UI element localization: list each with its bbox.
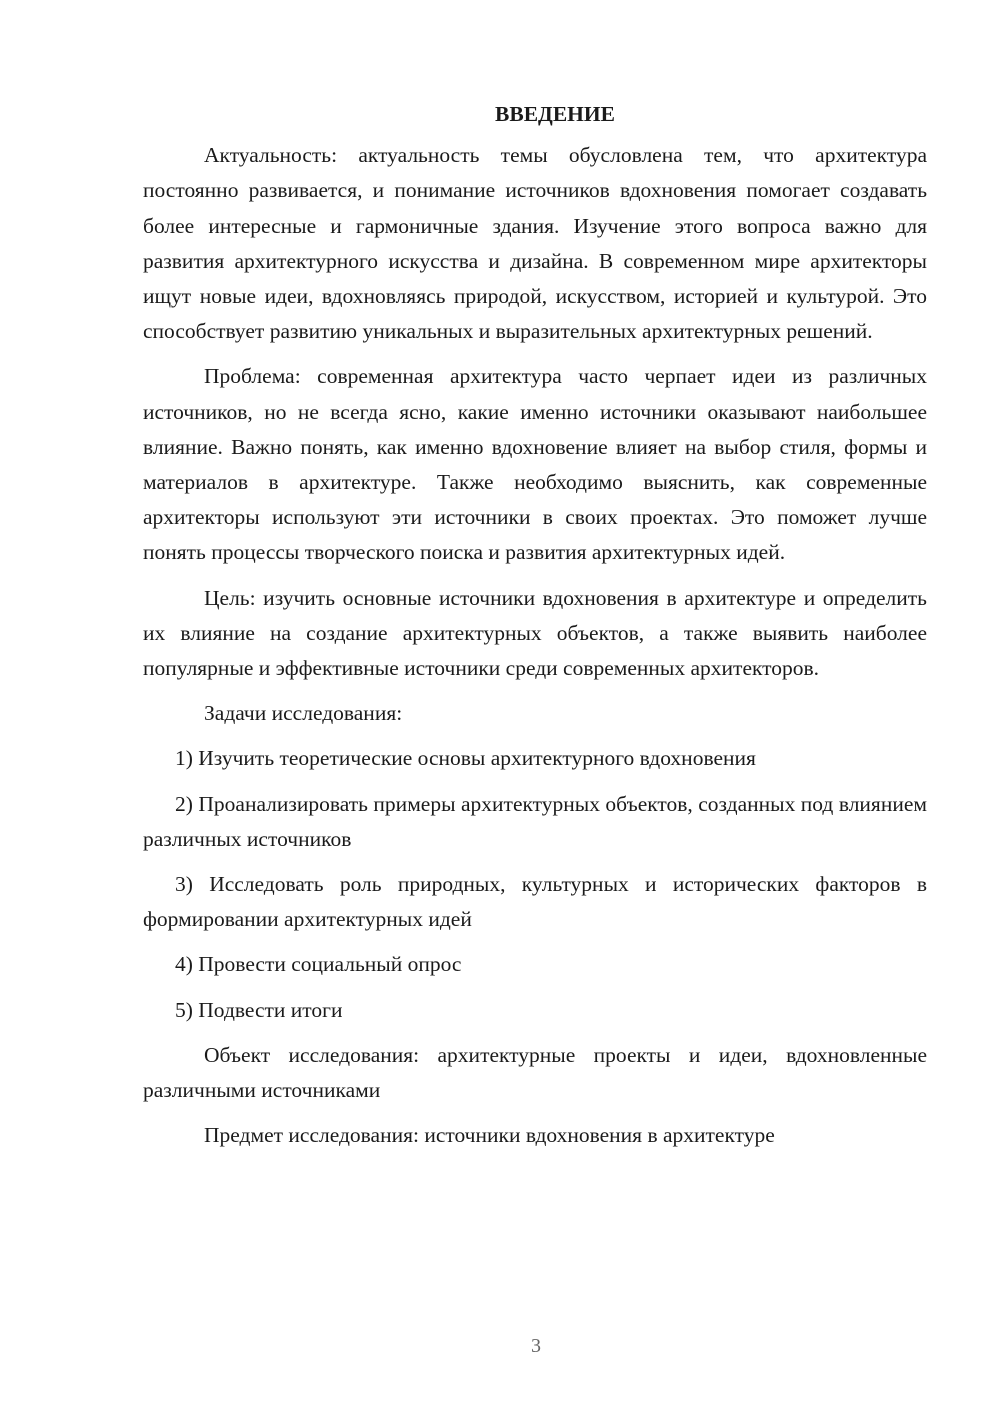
tasks-heading: Задачи исследования: — [204, 701, 403, 726]
section-title: ВВЕДЕНИЕ — [495, 102, 615, 126]
problem-paragraph: Проблема: современная архитектура часто черпает идеи из различных источников, но не всегда ясно, какие именно источники оказывают наибольшее влияние. Важно понять, как именно вдохновение влияет на выбор стиля, формы и материалов в архитектуре. Также необходимо выяснить, как современные архитекторы используют эти источники в своих проектах. Это поможет лучше понять процессы творческого поиска и развития архитектурных идей. — [143, 364, 927, 565]
page-number: 3 — [531, 1335, 541, 1357]
task-item-2: 2) Проанализировать примеры архитектурных объектов, созданных под влиянием различных источников — [143, 791, 927, 851]
task-item-4: 4) Провести социальный опрос — [175, 952, 462, 977]
task-item-3: 3) Исследовать роль природных, культурных и исторических факторов в формировании архитектурных идей — [143, 872, 927, 932]
goal-paragraph: Цель: изучить основные источники вдохновения в архитектуре и определить их влияние на создание архитектурных объектов, а также выявить наиболее популярные и эффективные источники среди современных архитекторов. — [143, 585, 927, 681]
relevance-paragraph: Актуальность: актуальность темы обусловлена тем, что архитектура постоянно развивается, и понимание источников вдохновения помогает создавать более интересные и гармоничные здания. Изучение этого вопроса важно для развития архитектурного искусства и дизайна. В современном мире архитекторы ищут новые идеи, вдохновляясь природой, искусством, историей и культурой. Это способствует развитию уникальных и выразительных архитектурных решений. — [143, 143, 927, 344]
subject-paragraph: Предмет исследования: источники вдохновения в архитектуре — [204, 1123, 775, 1148]
page-content — [143, 97, 927, 1153]
task-item-5: 5) Подвести итоги — [175, 997, 343, 1022]
task-item-1: 1) Изучить теоретические основы архитектурного вдохновения — [175, 746, 756, 771]
object-paragraph: Объект исследования: архитектурные проекты и идеи, вдохновленные различными источниками — [143, 1042, 927, 1103]
